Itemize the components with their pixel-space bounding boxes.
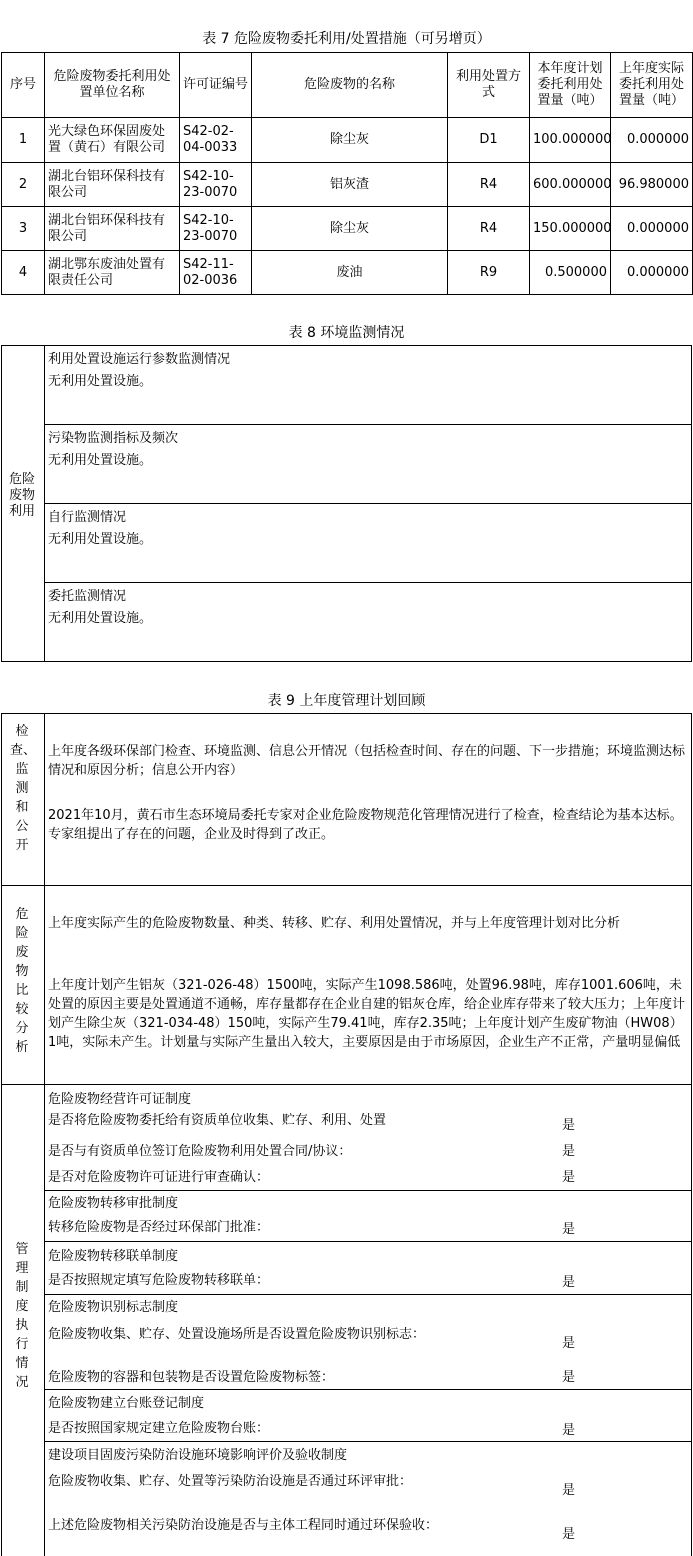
row-no: 2 (2, 163, 45, 207)
row-license: S42-10-23-0070 (180, 207, 252, 251)
table9-title: 表 9 上年度管理计划回顾 (267, 693, 426, 709)
header-actual: 上年度实际委托利用处置量（吨） (611, 53, 693, 118)
inspection-prompt: 上年度各级环保部门检查、环境监测、信息公开情况（包括检查时间、存在的问题、下一步措施；环境监测达标情况和原因分析；信息公开内容） (48, 744, 686, 778)
section-heading: 污染物监测指标及频次 (48, 431, 179, 446)
item-question: 危险废物收集、贮存、处置设施场所是否设置危险废物识别标志： (48, 1327, 426, 1342)
item-answer: 是 (562, 1275, 576, 1290)
row-waste-name: 除尘灰 (252, 118, 448, 163)
comparison-prompt: 上年度实际产生的危险废物数量、种类、转移、贮存、利用处置情况，并与上年度管理计划对比分析 (48, 916, 621, 931)
item-answer: 是 (562, 1423, 576, 1438)
table7 (1, 52, 693, 295)
item-question: 转移危险废物是否经过环保部门批准： (48, 1220, 270, 1235)
section-text: 无利用处置设施。 (48, 611, 153, 626)
item-question: 是否按照规定填写危险废物转移联单： (48, 1273, 270, 1288)
row-no: 4 (2, 251, 45, 295)
row-actual: 96.980000 (611, 163, 693, 207)
item-answer: 是 (562, 1144, 576, 1159)
item-question: 危险废物的容器和包装物是否设置危险废物标签： (48, 1370, 335, 1385)
row-waste-name: 废油 (252, 251, 448, 295)
section-text: 无利用处置设施。 (48, 453, 153, 468)
table-row (2, 163, 693, 207)
row-plan: 100.000000 (530, 118, 611, 163)
row-license: S42-11-02-0036 (180, 251, 252, 295)
group-title: 危险废物识别标志制度 (48, 1300, 179, 1315)
table7-header-row (2, 53, 693, 118)
group-title: 危险废物转移联单制度 (48, 1249, 179, 1264)
row-method: R9 (448, 251, 530, 295)
item-question: 危险废物收集、贮存、处置等污染防治设施是否通过环评审批： (48, 1474, 413, 1489)
row-waste-name: 除尘灰 (252, 207, 448, 251)
row-actual: 0.000000 (611, 251, 693, 295)
row-unit: 湖北台铝环保科技有限公司 (45, 163, 180, 207)
header-no: 序号 (2, 53, 45, 118)
row-license: S42-10-23-0070 (180, 163, 252, 207)
group-title: 危险废物经营许可证制度 (48, 1092, 192, 1107)
item-answer: 是 (562, 1527, 576, 1542)
header-license: 许可证编号 (180, 53, 252, 118)
group-title: 危险废物建立台账登记制度 (48, 1396, 205, 1411)
item-answer: 是 (562, 1336, 576, 1351)
header-unit: 危险废物委托利用处置单位名称 (45, 53, 180, 118)
comparison-content: 上年度计划产生铝灰（321-026-48）1500吨，实际产生1098.586吨，处置96.98吨，库存1001.606吨，未处置的原因主要是处置通道不通畅，库存量都存在企业自建的铝灰仓库，给企业库存带来了较大压力；上年度计划产生除尘灰（321-034-48）150吨，实际产生79.41吨，库存2.35吨；上年度计划产生废矿物油（HW08）1吨，实际未产生。计划量与实际产生量出入较大，主要原因是由于市场原因，企业生产不正常，产量明显偏低 (48, 978, 686, 1050)
section-heading: 自行监测情况 (48, 510, 127, 525)
row-no: 1 (2, 118, 45, 163)
item-answer: 是 (562, 1222, 576, 1237)
row-plan: 150.000000 (530, 207, 611, 251)
item-question: 是否将危险废物委托给有资质单位收集、贮存、利用、处置 (48, 1113, 387, 1127)
item-answer: 是 (562, 1483, 576, 1498)
row-unit: 湖北鄂东废油处置有限责任公司 (45, 251, 180, 295)
row-method: R4 (448, 163, 530, 207)
item-question: 是否与有资质单位签订危险废物利用处置合同/协议： (48, 1144, 352, 1159)
inspection-side-label: 检查、监测和公开 (10, 724, 37, 853)
row-method: D1 (448, 118, 530, 163)
section-heading: 利用处置设施运行参数监测情况 (48, 352, 231, 367)
header-waste-name: 危险废物的名称 (252, 53, 448, 118)
row-method: R4 (448, 207, 530, 251)
comparison-side-label: 危险废物比较分析 (15, 907, 29, 1055)
row-plan: 600.000000 (530, 163, 611, 207)
row-unit: 光大绿色环保固废处置（黄石）有限公司 (45, 118, 180, 163)
row-actual: 0.000000 (611, 118, 693, 163)
group-title: 危险废物转移审批制度 (48, 1196, 179, 1211)
section-heading: 委托监测情况 (48, 589, 127, 604)
item-question: 是否对危险废物许可证进行审查确认： (48, 1170, 270, 1185)
item-question: 是否按照国家规定建立危险废物台账： (48, 1421, 270, 1436)
section-text: 无利用处置设施。 (48, 532, 153, 547)
table-row (2, 251, 693, 295)
item-question: 上述危险废物相关污染防治设施是否与主体工程同时通过环保验收： (48, 1518, 439, 1533)
row-license: S42-02-04-0033 (180, 118, 252, 163)
row-unit: 湖北台铝环保科技有限公司 (45, 207, 180, 251)
row-actual: 0.000000 (611, 207, 693, 251)
group-title: 建设项目固废污染防治设施环境影响评价及验收制度 (48, 1448, 348, 1463)
item-answer: 是 (562, 1170, 576, 1185)
table8-side-label: 危险废物利用 (8, 472, 35, 519)
item-answer: 是 (562, 1118, 576, 1133)
table8-title: 表 8 环境监测情况 (288, 325, 405, 341)
header-plan: 本年度计划委托利用处置量（吨） (530, 53, 611, 118)
table-row (2, 207, 693, 251)
table-row (2, 118, 693, 163)
row-no: 3 (2, 207, 45, 251)
table7-title: 表 7 危险废物委托利用/处置措施（可另增页） (202, 31, 491, 47)
section-text: 无利用处置设施。 (48, 374, 153, 389)
header-method: 利用处置方式 (448, 53, 530, 118)
row-plan: 0.500000 (530, 251, 611, 295)
management-side-label: 管理制度执行情况 (15, 1242, 29, 1390)
row-waste-name: 铝灰渣 (252, 163, 448, 207)
inspection-content: 2021年10月，黄石市生态环境局委托专家对企业危险废物规范化管理情况进行了检查，检查结论为基本达标。专家组提出了存在的问题，企业及时得到了改正。 (48, 808, 683, 842)
item-answer: 是 (562, 1370, 576, 1385)
